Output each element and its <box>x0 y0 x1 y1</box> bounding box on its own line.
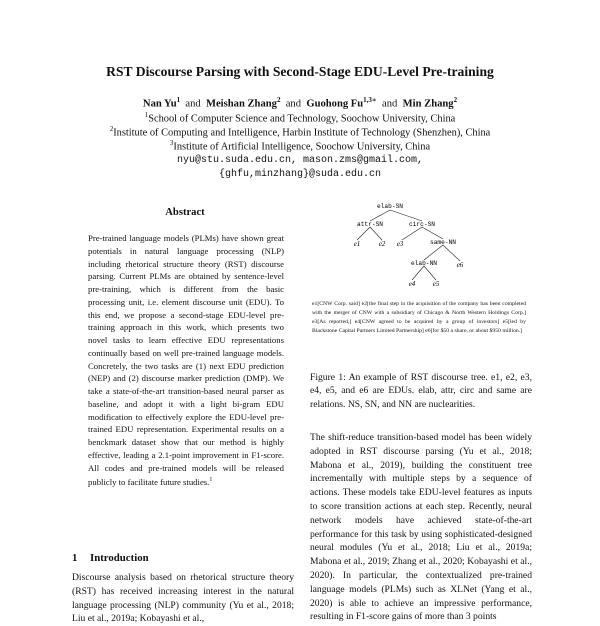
introduction-text: Discourse analysis based on rhetorical structure theory (RST) has received increasing interest in the natural language processing (NLP) community (Yu et al., 2018; Liu et al., 2019a; Kobayashi et al., <box>72 572 294 625</box>
tree-node-same: same-NN <box>430 239 456 246</box>
author-separator: and <box>382 98 398 110</box>
author-separator: and <box>185 98 201 110</box>
tree-edge <box>422 227 443 239</box>
affiliation <box>0 139 600 152</box>
author-name: Meishan Zhang <box>205 98 277 110</box>
rst-tree-figure <box>340 200 480 300</box>
tree-node-circ: circ-SN <box>409 221 435 228</box>
affiliation-text: School of Computer Science and Technology, Soochow University, China <box>148 113 456 125</box>
tree-leaf-e5: e5 <box>432 280 440 288</box>
affiliation-text: Institute of Artificial Intelligence, Soochow University, China <box>173 141 431 153</box>
paper-title: RST Discourse Parsing with Second-Stage EDU-Level Pre-training <box>106 64 494 79</box>
abstract-body <box>88 232 284 489</box>
abstract-heading: Abstract <box>165 207 205 218</box>
tree-edge <box>402 227 422 240</box>
tree-leaf-e1: e1 <box>353 240 361 248</box>
tree-edge <box>370 227 382 240</box>
body-paragraph: The shift-reduce transition-based model has been widely adopted in RST discourse parsing (Yu et al., 2018; Mabona et al., 2019), building the constituent tree incrementally with multiple steps by a sequence of actions. These models take EDU-level features as inputs to score transition actions at each step. Recently, neural network models have achieved state-of-the-art performance for this task by using sophisticated-designed neural modules (Yu et al., 2018; Liu et al., 2019a; Mabona et al., 2019; Zhang et al., 2020; Kobayashi et al., 2020). In particular, the contextualized pre-trained language models (PLMs) such as XLNet (Yang et al., 2020) is able to achieve an impressive performance, resulting in F1-score gains of more than 3 points <box>310 432 532 623</box>
author-affil-mark: 2 <box>276 96 281 104</box>
email-line: nyu@stu.suda.edu.cn, mason.zms@gmail.com, <box>176 155 424 166</box>
tree-edge <box>357 227 370 240</box>
section-number: 1 <box>72 552 78 564</box>
tree-leaf-e4: e4 <box>408 280 416 288</box>
tree-edge <box>370 210 390 221</box>
figure-caption: Figure 1: An example of RST discourse tree. e1, e2, e3, e4, e5, and e6 are EDUs. elab, attr, circ and same are relations. NS, SN, and NN are nuclearities. <box>310 372 532 410</box>
author-name: Guohong Fu <box>306 98 364 110</box>
author-separator: and <box>285 98 302 110</box>
tree-node-elab: elab-NN <box>411 260 437 267</box>
affiliation-mark: 3 <box>169 139 174 147</box>
tree-edge <box>424 245 443 260</box>
tree-leaf-e6: e6 <box>456 261 464 269</box>
email-line: {ghfu,minzhang}@suda.edu.cn <box>218 169 382 180</box>
affiliation-text: Institute of Computing and Intelligence, Harbin Institute of Technology (Shenzhen), China <box>113 127 491 139</box>
affiliation <box>0 125 600 138</box>
author-name: Nan Yu <box>142 98 177 110</box>
footnote-mark: 1 <box>209 477 213 484</box>
tree-edge <box>443 245 460 261</box>
abstract-text: Pre-trained language models (PLMs) have shown great potentials in natural language processing (NLP) including rhetorical structure theory (RST) discourse parsing. Current PLMs are obtained by sentence-level pre-training, which is different from the basic processing unit, i.e. element discourse unit (EDU). To this end, we propose a second-stage EDU-level pre-training approach in this work, which presents two novel tasks to learn effective EDU representations continually based on well pre-trained language models. Concretely, the two tasks are (1) next EDU prediction (NEP) and (2) discourse marker prediction (DMP). We take a state-of-the-art transition-based neural parser as baseline, and adopt it with a light bi-gram EDU modification to effectively explore the EDU-level pre-trained EDU representation. Experimental results on a benckmark dataset show that our method is highly effective, leading a 2.1-point improvement in F1-score. All codes and pre-trained models will be released publicly to facilitate future studies. <box>88 233 284 488</box>
author-affil-mark: 2 <box>453 96 458 104</box>
affiliation <box>0 111 600 124</box>
tree-node-attr: attr-SN <box>357 221 383 228</box>
affiliation-mark: 1 <box>144 111 149 119</box>
tree-edge <box>390 210 422 221</box>
tree-leaf-e3: e3 <box>396 240 404 248</box>
tree-edge <box>424 266 436 280</box>
author-list <box>0 95 600 110</box>
author-affil-mark: 1 <box>176 96 181 104</box>
tree-edge <box>412 266 424 280</box>
section-heading <box>72 552 149 564</box>
tree-leaf-e2: e2 <box>378 240 386 248</box>
tree-node-root: elab-SN <box>377 203 403 210</box>
figure-edu-text: e1[CNW Corp. said] e2[the final step in the acquisition of the company has been completed with the merger of CNW with a subsidiary of Chicago & North Western Holdings Corp.] e3[As reported,] e4[CNW agreed to be acquired by a group of investors] e5[led by Blackstone Capital Partners Limited Partnership] e6[for $50 a share, or about $950 million.] <box>312 301 526 334</box>
section-title: Introduction <box>90 552 149 564</box>
author-affil-mark: 1,3∗ <box>363 96 377 104</box>
affiliation-mark: 2 <box>109 125 114 133</box>
author-name: Min Zhang <box>402 98 454 110</box>
